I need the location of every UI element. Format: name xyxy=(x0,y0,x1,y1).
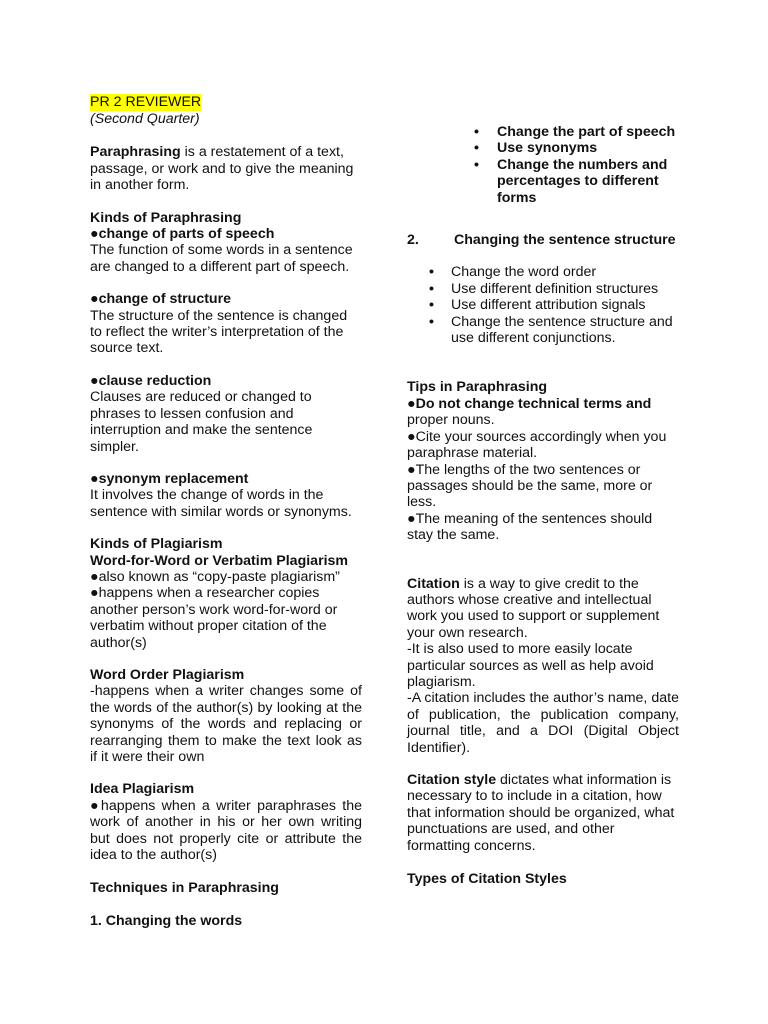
list-item: • Change the word order xyxy=(407,264,679,280)
citation-style-definition xyxy=(407,772,679,854)
kind-text: The structure of the sentence is changed to reflect the writer’s interpretation of the source text. xyxy=(90,307,348,357)
word-order-text: -happens when a writer changes some of the words of the author(s) by looking at the synonyms of the words and replacing or rearranging them to make the text look as if it were their own xyxy=(90,683,362,765)
right-column xyxy=(407,124,679,887)
kinds-paraphrasing-heading: Kinds of Paraphrasing xyxy=(90,209,242,226)
kind-label: ●synonym replacement xyxy=(90,470,249,487)
tip-line: ●Cite your sources accordingly when you paraphrase material. xyxy=(407,428,667,462)
citation-text: is a way to give credit to the authors whose creative and intellectual work you used to support or supplement your own research. xyxy=(407,575,660,641)
paraphrasing-term: Paraphrasing xyxy=(90,144,181,161)
list-item: • Use different attribution signals xyxy=(407,297,679,313)
left-column xyxy=(90,94,362,929)
step-label: Changing the sentence structure xyxy=(454,232,676,249)
technique-step-1: 1. Changing the words xyxy=(90,912,243,929)
kind-text: Clauses are reduced or changed to phrases to lessen confusion and interruption and make the sentence simpler. xyxy=(90,389,313,455)
technique-step-2 xyxy=(407,232,679,248)
tips-heading: Tips in Paraphrasing xyxy=(407,379,548,396)
tip-line: ●The meaning of the sentences should stay the same. xyxy=(407,510,653,544)
citation-line: -It is also used to more easily locate particular sources as well as help avoid plagiarism. xyxy=(407,641,654,690)
step-number: 2. xyxy=(407,232,419,249)
changing-words-list xyxy=(475,124,679,206)
kind-label: ●clause reduction xyxy=(90,372,212,389)
sentence-structure-list xyxy=(407,264,679,346)
word-for-word-label: Word-for-Word or Verbatim Plagiarism xyxy=(90,552,349,569)
citation-term: Citation xyxy=(407,575,460,592)
kind-label: ●change of parts of speech xyxy=(90,226,275,243)
list-item: • Use synonyms xyxy=(475,140,679,156)
word-for-word-line: ●also known as “copy-paste plagiarism” xyxy=(90,568,340,585)
paraphrasing-text: is a restatement of a text, passage, or work and to give the meaning in another form. xyxy=(90,144,354,194)
list-item: • Change the part of speech xyxy=(475,124,679,140)
citation-style-term: Citation style xyxy=(407,772,497,788)
kind-text: The function of some words in a sentence are changed to a different part of speech. xyxy=(90,242,353,275)
kind-text: It involves the change of words in the sentence with similar words or synonyms. xyxy=(90,487,352,520)
list-item: • Change the sentence structure and use different conjunctions. xyxy=(407,314,679,347)
tip-first-rest: proper nouns. xyxy=(407,412,495,429)
tip-first-bold: ●Do not change technical terms and xyxy=(407,395,652,412)
word-order-label: Word Order Plagiarism xyxy=(90,666,245,683)
tip-line: ●The lengths of the two sentences or passages should be the same, more or less. xyxy=(407,461,653,511)
document-subtitle: (Second Quarter) xyxy=(90,111,200,127)
techniques-heading: Techniques in Paraphrasing xyxy=(90,880,279,897)
idea-plagiarism-text: ●happens when a writer paraphrases the work of another in his or her own writing but does not properly cite or attribute the idea to the author(s) xyxy=(90,797,362,864)
document-title: PR 2 REVIEWER xyxy=(90,94,202,110)
kinds-plagiarism-heading: Kinds of Plagiarism xyxy=(90,536,223,553)
kind-label: ●change of structure xyxy=(90,291,232,308)
types-citation-heading: Types of Citation Styles xyxy=(407,871,567,888)
paraphrasing-definition xyxy=(90,144,362,193)
list-item: • Use different definition structures xyxy=(407,281,679,297)
list-item: • Change the numbers and percentages to different forms xyxy=(475,157,679,206)
citation-line: -A citation includes the author’s name, date of publication, the publication company, journal title, and a DOI (Digital Object Identifier). xyxy=(407,690,679,756)
word-for-word-line: ●happens when a researcher copies another person’s work word-for-word or verbatim without proper citation of the author(s) xyxy=(90,585,338,651)
idea-plagiarism-label: Idea Plagiarism xyxy=(90,781,195,798)
citation-definition xyxy=(407,576,679,642)
citation-style-text: dictates what information is necessary to to include in a citation, how that information should be organized, what punctuations are used, and other formatting concerns. xyxy=(407,772,675,854)
